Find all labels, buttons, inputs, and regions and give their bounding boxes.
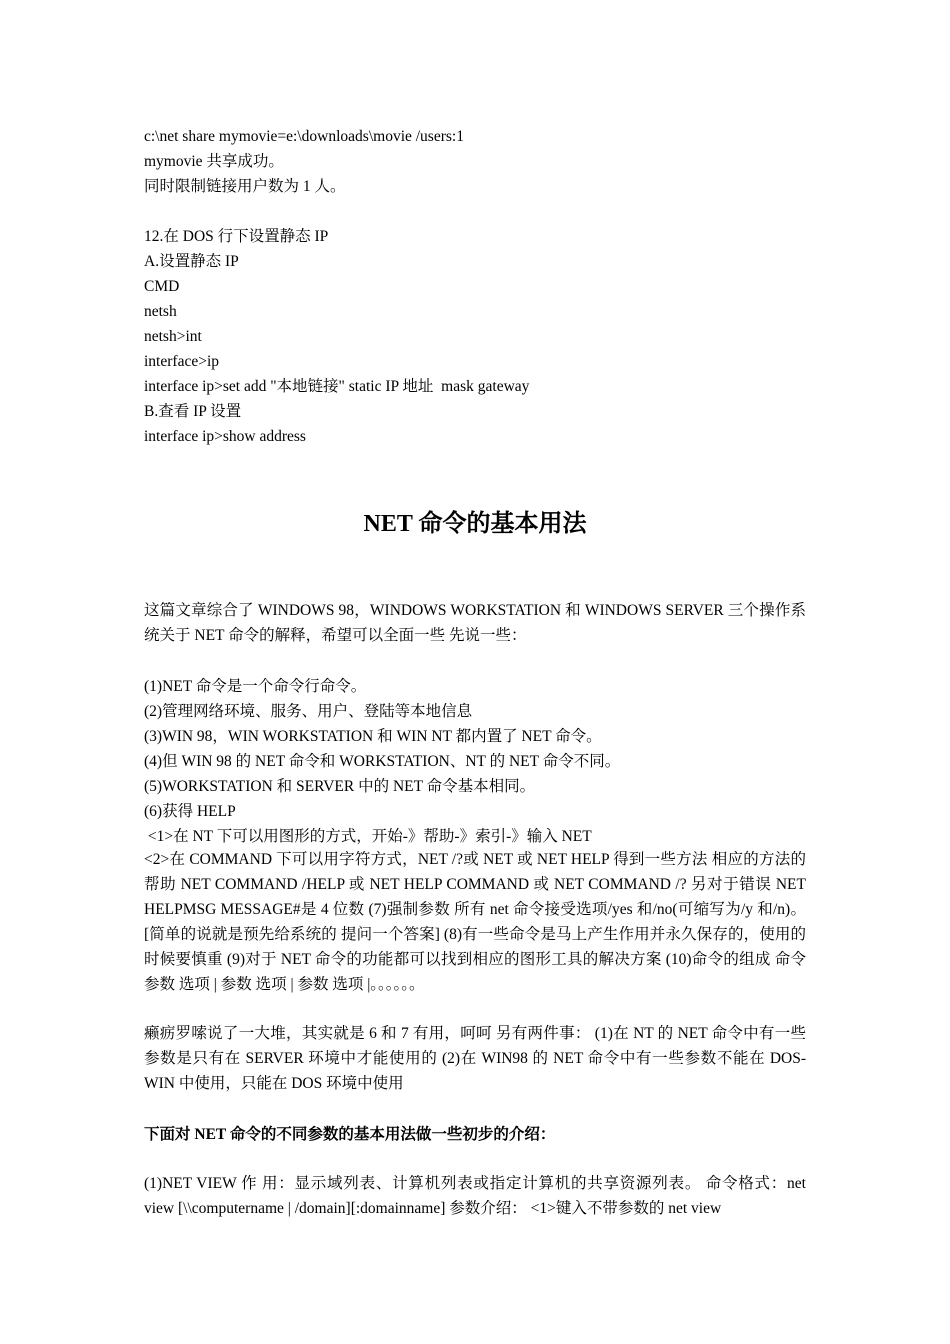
text-line: interface ip>set add "本地链接" static IP 地址 mask gateway <box>144 378 530 395</box>
net-view-paragraph: (1)NET VIEW 作 用：显示域列表、计算机列表或指定计算机的共享资源列表。 命令格式：net view [\\computername | /domain][:domainname] 参数介绍： <1>键入不带参数的 net view <box>144 1175 806 1217</box>
text-line: netsh <box>144 303 177 320</box>
help-paragraph: <2>在 COMMAND 下可以用字符方式，NET /?或 NET 或 NET HELP 得到一些方法 相应的方法的帮助 NET COMMAND /HELP 或 NET HELP COMMAND 或 NET COMMAND /? 另对于错误 NET HELPMSG MESSAGE#是 4 位数 (7)强制参数 所有 net 命令接受选项/yes 和/no(可缩写为/y 和/n)。[简单的说就是预先给系统的 提问一个答案] (8)有一些命令是马上产生作用并永久保存的，使用的时候要慎重 (9)对于 NET 命令的功能都可以找到相应的图形工具的解决方案 (10)命令的组成 命令 参数 选项 | 参数 选项 | 参数 选项 |。。。。。。 <box>144 851 806 993</box>
list-item: (6)获得 HELP <box>144 803 236 820</box>
list-item: (5)WORKSTATION 和 SERVER 中的 NET 命令基本相同。 <box>144 778 536 795</box>
text-line: interface ip>show address <box>144 428 306 445</box>
list-item: (3)WIN 98，WIN WORKSTATION 和 WIN NT 都内置了 NET 命令。 <box>144 728 602 745</box>
text-line: interface>ip <box>144 353 220 370</box>
list-item: <1>在 NT 下可以用图形的方式，开始-》帮助-》索引-》输入 NET <box>144 828 592 845</box>
section-heading: 下面对 NET 命令的不同参数的基本用法做一些初步的介绍： <box>144 1126 556 1143</box>
list-item: (4)但 WIN 98 的 NET 命令和 WORKSTATION、NT 的 NET 命令不同。 <box>144 753 621 770</box>
section-heading-static-ip: 12.在 DOS 行下设置静态 IP <box>144 228 329 245</box>
text-line: netsh>int <box>144 328 202 345</box>
text-line: CMD <box>144 278 180 295</box>
list-item: (1)NET 命令是一个命令行命令。 <box>144 678 367 695</box>
page-title: NET 命令的基本用法 <box>363 511 587 537</box>
list-item: (2)管理网络环境、服务、用户、登陆等本地信息 <box>144 703 473 720</box>
text-line: A.设置静态 IP <box>144 253 239 270</box>
intro-paragraph: 这篇文章综合了 WINDOWS 98，WINDOWS WORKSTATION 和 WINDOWS SERVER 三个操作系统关于 NET 命令的解释，希望可以全面一些 先说一些： <box>144 602 806 644</box>
text-line: B.查看 IP 设置 <box>144 403 242 420</box>
remarks-paragraph: 癞疬罗嗦说了一大堆，其实就是 6 和 7 有用，呵呵 另有两件事： (1)在 NT 的 NET 命令中有一些参数是只有在 SERVER 环境中才能使用的 (2)在 WIN98 的 NET 命令中有一些参数不能在 DOS-WIN 中使用，只能在 DOS 环境中使用 <box>144 1025 806 1092</box>
text-line: c:\net share mymovie=e:\downloads\movie /users:1 <box>144 128 464 145</box>
text-line: 同时限制链接用户数为 1 人。 <box>144 178 346 195</box>
text-line: mymovie 共享成功。 <box>144 153 284 170</box>
